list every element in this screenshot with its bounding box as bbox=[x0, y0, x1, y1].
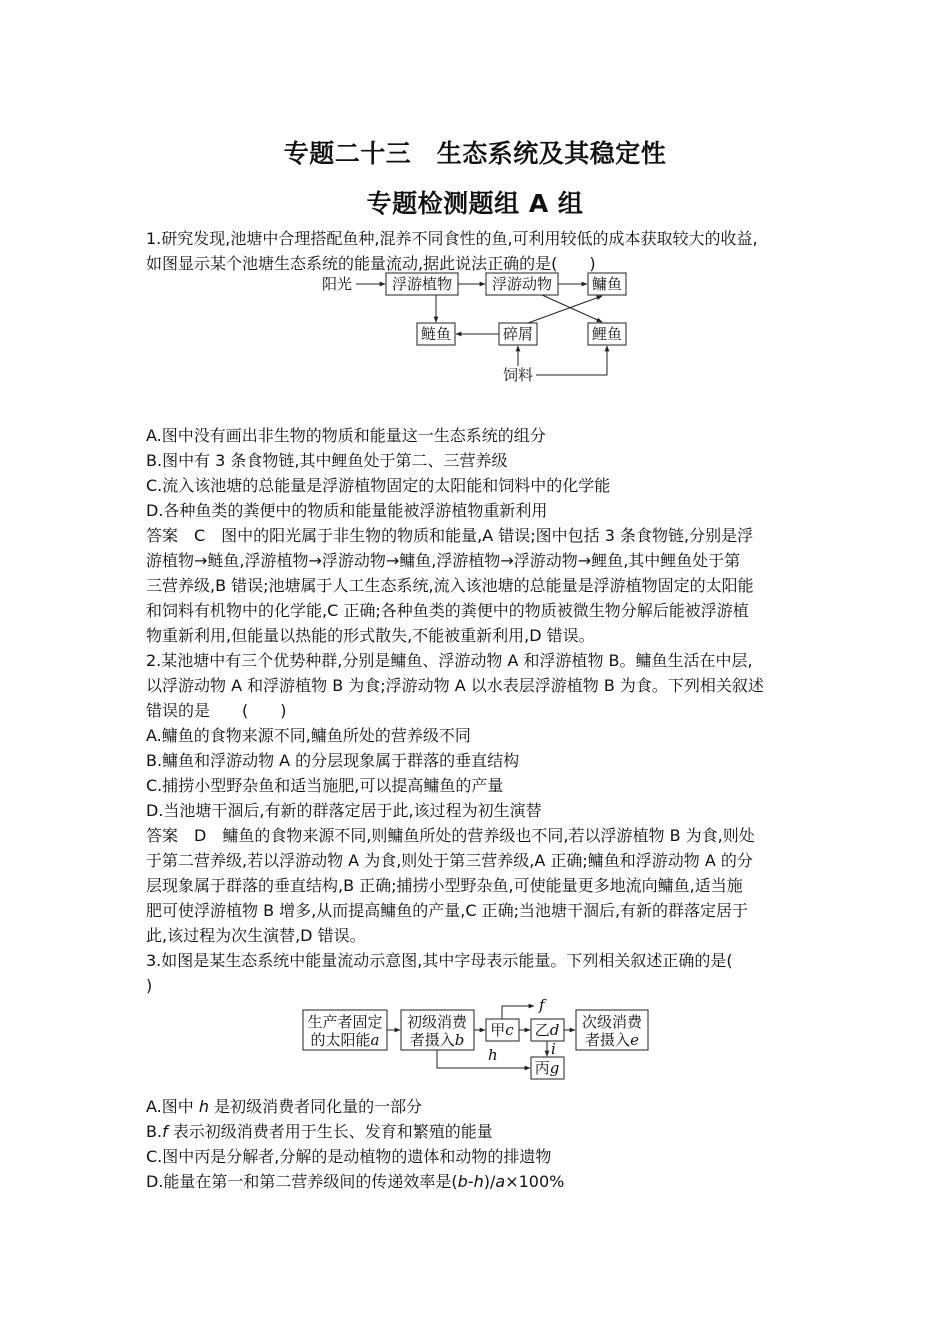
detritus-label: 碎屑 bbox=[502, 325, 534, 343]
q1-option-d: D.各种鱼类的粪便中的物质和能量能被浮游植物重新利用 bbox=[146, 501, 548, 520]
zooplankton-label: 浮游动物 bbox=[491, 275, 553, 293]
q2-option-d: D.当池塘干涸后,有新的群落定居于此,该过程为初生演替 bbox=[146, 801, 542, 820]
q2-answer-line-5: 此,该过程为次生演替,D 错误。 bbox=[146, 926, 366, 945]
arrow-primary-bing bbox=[437, 1050, 530, 1068]
q2-answer-line-2: 于第二营养级,若以浮游动物 A 为食,则处于第三营养级,A 正确;鳙鱼和浮游动物 A 的分 bbox=[146, 851, 753, 870]
bing-label: 丙g bbox=[534, 1059, 560, 1077]
arrow-detritus-bighead bbox=[528, 296, 602, 323]
q2-option-b: B.鳙鱼和浮游动物 A 的分层现象属于群落的垂直结构 bbox=[146, 751, 520, 770]
q3-option-c: C.图中丙是分解者,分解的是动植物的遗体和动物的排遗物 bbox=[146, 1147, 552, 1166]
arrow-jia-f bbox=[502, 1006, 534, 1019]
q3-energy-flow-diagram bbox=[298, 990, 658, 1082]
producer-label-1: 生产者固定 bbox=[307, 1013, 383, 1031]
page-subtitle: 专题检测题组 A 组 bbox=[366, 189, 584, 218]
q2-stem-line-3: 错误的是 ( ) bbox=[146, 701, 287, 720]
yi-label: 乙d bbox=[534, 1021, 560, 1039]
primary-label-1: 初级消费 bbox=[406, 1013, 468, 1031]
q3-option-a: A.图中 h 是初级消费者同化量的一部分 bbox=[146, 1097, 423, 1116]
q1-stem-line-2: 如图显示某个池塘生态系统的能量流动,据此说法正确的是( ) bbox=[146, 254, 596, 273]
silver-label: 鲢鱼 bbox=[420, 325, 452, 343]
q2-stem-line-2: 以浮游动物 A 和浮游植物 B 为食;浮游动物 A 以水表层浮游植物 B 为食。下列相关叙述 bbox=[146, 676, 764, 695]
q1-stem-line-1: 1.研究发现,池塘中合理搭配鱼种,混养不同食性的鱼,可利用较低的成本获取较大的收益, bbox=[146, 229, 758, 248]
q3-option-d: D.能量在第一和第二营养级间的传递效率是(b-h)/a×100% bbox=[146, 1172, 565, 1191]
q1-answer-line-2: 游植物→鲢鱼,浮游植物→浮游动物→鳙鱼,浮游植物→浮游动物→鲤鱼,其中鲤鱼处于第 bbox=[146, 551, 741, 570]
i-label: i bbox=[551, 1040, 556, 1058]
sunlight-label: 阳光 bbox=[322, 275, 353, 293]
jia-label: 甲c bbox=[490, 1021, 514, 1039]
arrow-feed-carp bbox=[536, 346, 607, 375]
q3-stem-line-2: ) bbox=[146, 976, 153, 995]
phytoplankton-label: 浮游植物 bbox=[391, 275, 453, 293]
q2-answer-line-1: 答案 D 鳙鱼的食物来源不同,则鳙鱼所处的营养级也不同,若以浮游植物 B 为食,则处 bbox=[146, 826, 755, 845]
q2-answer-line-3: 层现象属于群落的垂直结构,B 正确;捕捞小型野杂鱼,可使能量更多地流向鳙鱼,适当施 bbox=[146, 876, 743, 895]
q1-answer-line-3: 三营养级,B 错误;池塘属于人工生态系统,流入该池塘的总能量是浮游植物固定的太阳能 bbox=[146, 576, 754, 595]
q1-option-c: C.流入该池塘的总能量是浮游植物固定的太阳能和饲料中的化学能 bbox=[146, 476, 611, 495]
carp-label: 鲤鱼 bbox=[591, 325, 623, 343]
page-title: 专题二十三 生态系统及其稳定性 bbox=[283, 139, 667, 168]
feed-label: 饲料 bbox=[502, 366, 534, 384]
q2-answer-line-4: 肥可使浮游植物 B 增多,从而提高鳙鱼的产量,C 正确;当池塘干涸后,有新的群落定居于 bbox=[146, 901, 749, 920]
q1-answer-line-5: 物重新利用,但能量以热能的形式散失,不能被重新利用,D 错误。 bbox=[146, 626, 595, 645]
f-label: f bbox=[539, 996, 545, 1014]
secondary-label-2: 者摄入e bbox=[585, 1031, 639, 1049]
bighead-label: 鳙鱼 bbox=[591, 275, 623, 293]
q3-option-b: B.f 表示初级消费者用于生长、发育和繁殖的能量 bbox=[146, 1122, 493, 1141]
secondary-label-1: 次级消费 bbox=[581, 1013, 643, 1031]
q1-option-b: B.图中有 3 条食物链,其中鲤鱼处于第二、三营养级 bbox=[146, 451, 508, 470]
q2-option-a: A.鳙鱼的食物来源不同,鳙鱼所处的营养级不同 bbox=[146, 726, 471, 745]
primary-label-2: 者摄入b bbox=[409, 1031, 465, 1049]
q2-option-c: C.捕捞小型野杂鱼和适当施肥,可以提高鳙鱼的产量 bbox=[146, 776, 504, 795]
q3-stem-line-1: 3.如图是某生态系统中能量流动示意图,其中字母表示能量。下列相关叙述正确的是( bbox=[146, 951, 733, 970]
q1-answer-line-4: 和饲料有机物中的化学能,C 正确;各种鱼类的粪便中的物质被微生物分解后能被浮游植 bbox=[146, 601, 749, 620]
h-label: h bbox=[488, 1046, 498, 1064]
q2-stem-line-1: 2.某池塘中有三个优势种群,分别是鳙鱼、浮游动物 A 和浮游植物 B。鳙鱼生活在中层, bbox=[146, 651, 753, 670]
q1-option-a: A.图中没有画出非生物的物质和能量这一生态系统的组分 bbox=[146, 426, 546, 445]
producer-label-2: 的太阳能a bbox=[310, 1031, 380, 1049]
q1-energy-flow-diagram bbox=[310, 268, 640, 386]
q1-answer-line-1: 答案 C 图中的阳光属于非生物的物质和能量,A 错误;图中包括 3 条食物链,分别是浮 bbox=[146, 526, 754, 545]
